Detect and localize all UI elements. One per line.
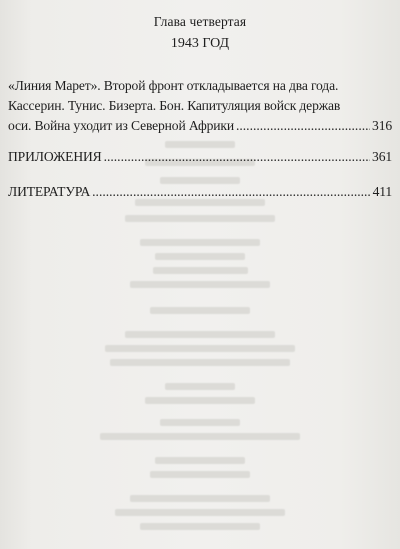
chapter-title: 1943 ГОД [170, 36, 230, 51]
toc-entry-line: «Линия Марет». Второй фронт откладывается на два года. [8, 78, 339, 93]
toc-entry[interactable] [8, 76, 392, 136]
toc-page-number: 411 [372, 184, 392, 199]
chapter-label: Глава четвертая [153, 14, 247, 29]
toc-entry[interactable] [8, 182, 392, 202]
toc-entry-line: Кассерин. Тунис. Бизерта. Бон. Капитуляция войск держав [8, 98, 341, 113]
toc-page-number: 316 [372, 118, 392, 133]
toc-entry[interactable] [8, 147, 392, 167]
toc-page-number: 361 [372, 149, 392, 164]
dot-leader [92, 182, 370, 202]
dot-leader [236, 116, 370, 136]
dot-leader [104, 147, 370, 167]
toc-entry-text: ПРИЛОЖЕНИЯ [8, 149, 102, 164]
toc-entry-leader-line [8, 147, 392, 167]
toc-entry-leader-line [8, 116, 392, 136]
toc-entry-text: оси. Война уходит из Северной Африки [8, 118, 234, 133]
toc-entry-leader-line [8, 182, 392, 202]
toc-entry-text: ЛИТЕРАТУРА [8, 184, 91, 199]
